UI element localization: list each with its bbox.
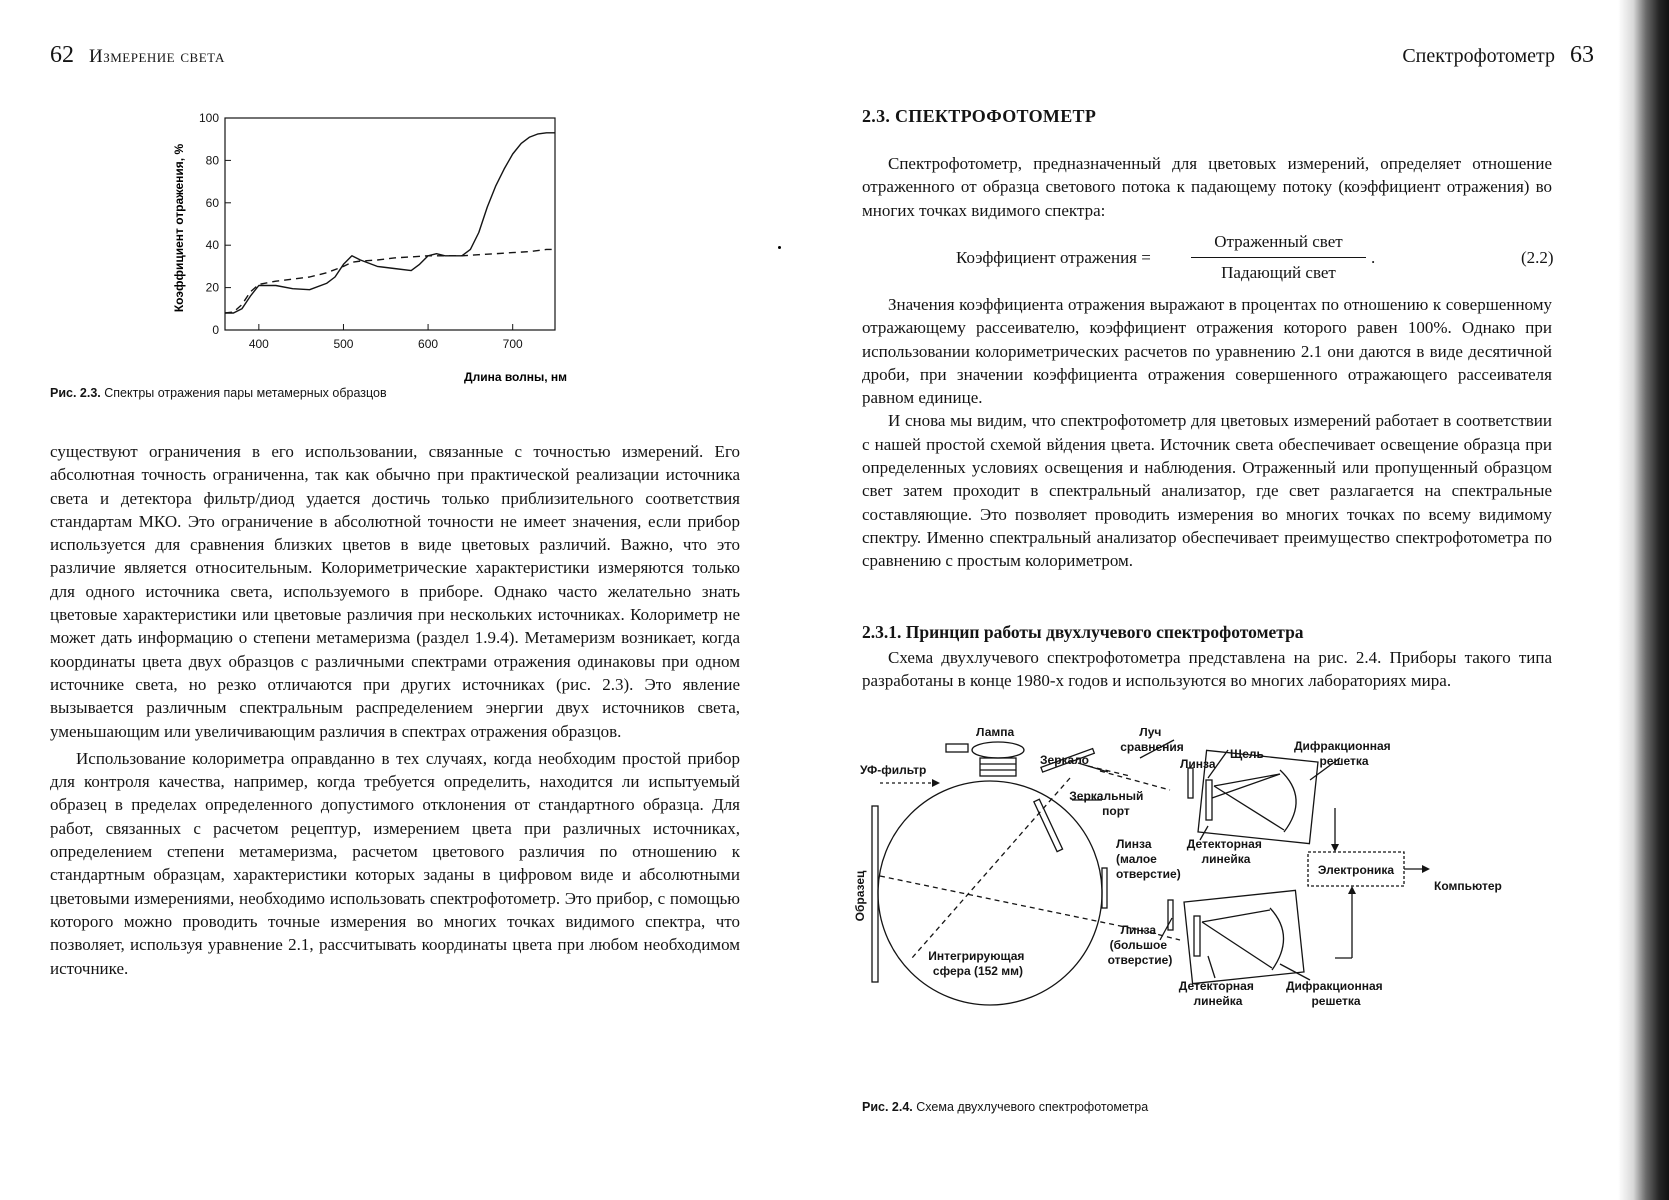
label-grating-top-2: решетка [1319, 754, 1369, 768]
chart-x-label: Длина волны, нм [464, 370, 567, 384]
lens-small [1102, 868, 1107, 908]
paragraph: существуют ограничения в его использовании, связанные с точностью измерений. Его абсолютная точность ограниченна, так как обычно при практической реализации источника света и детектора фильтр/диод удается достичь только приблизительного соответствия стандартам МКО. Это ограничение в абсолютной точности не имеет значения, если прибор используется для сравнения близких цветов в виде цветовых различий. Важно, что это различие является относительным. Колориметрические характеристики измеряются только для одного источника света, используемого в приборе. Однако часто желательно знать цветовые характеристики или цветовые различия при нескольких источниках. Колориметр не может дать информацию о степени метамеризма (раздел 1.9.4). Метамеризм возникает, когда координаты цвета двух образцов с различными спектрами отражения одинаковы при одном источнике света, но резко отличаются при других источниках (рис. 2.3). Это явление вызывается различным спектральным распределением энергии двух источников света, уменьшающим или увеличивающим различия в спектрах отражения образцов. [50, 442, 740, 741]
label-grating-bottom-2: решетка [1311, 994, 1361, 1008]
formula-denominator: Падающий свет [1221, 263, 1336, 282]
paragraph: Схема двухлучевого спектрофотометра представлена на рис. 2.4. Приборы такого типа разработаны в конце 1980-х годов и используются во многих лабораториях мира. [862, 648, 1552, 691]
x-tick-label: 600 [418, 337, 439, 351]
lens-top [1188, 768, 1193, 798]
chart-ticks [199, 111, 523, 351]
caption-text: Схема двухлучевого спектрофотометра [916, 1100, 1149, 1114]
spectrophotometer-diagram [840, 728, 1520, 1078]
intro-text [862, 152, 1552, 222]
label-detector-top [1187, 837, 1265, 866]
caption-text: Спектры отражения пары метамерных образцов [104, 386, 387, 400]
formula-2-2 [956, 232, 1556, 284]
y-tick-label: 80 [205, 153, 219, 168]
x-tick-label: 500 [333, 337, 354, 351]
label-sphere [928, 949, 1028, 978]
y-tick-label: 60 [205, 195, 219, 210]
page-number-right: 63 [1570, 42, 1594, 68]
label-lamp: Лампа [976, 728, 1015, 739]
label-computer: Компьютер [1434, 879, 1502, 893]
label-detector-bottom-1: Детекторная [1178, 979, 1254, 993]
running-head-left [50, 42, 225, 69]
equation-number: (2.2) [1521, 248, 1554, 267]
label-mirror-port-2: порт [1102, 804, 1130, 818]
label-uv-filter: УФ-фильтр [860, 763, 927, 777]
label-mirror-port-1: Зеркальный [1069, 789, 1144, 803]
figure-caption-2-4 [862, 1100, 1148, 1114]
subsection-text [862, 646, 1552, 693]
label-lens-small-1: Линза [1116, 837, 1152, 851]
y-tick-label: 40 [205, 238, 219, 253]
running-head-right [1402, 42, 1594, 69]
right-body-text [862, 293, 1552, 573]
label-detector-bottom-2: линейка [1193, 994, 1243, 1008]
label-electronics: Электроника [1317, 863, 1395, 877]
label-lens-big [1108, 923, 1173, 967]
y-tick-label: 100 [198, 111, 219, 125]
label-ref-beam-1: Луч [1139, 728, 1162, 739]
reflectance-chart [165, 108, 605, 393]
label-lens-big-1: Линза [1120, 923, 1157, 937]
series-line-2 [225, 249, 555, 313]
page-number-left: 62 [50, 42, 74, 68]
label-grating-bottom-1: Дифракционная [1285, 979, 1383, 993]
label-sphere-2: сфера (152 мм) [932, 964, 1024, 978]
label-detector-top-2: линейка [1201, 852, 1251, 866]
label-lens-small-3: отверстие) [1116, 867, 1181, 881]
right-page [790, 0, 1669, 1200]
label-mirror: Зеркало [1040, 753, 1089, 767]
caption-label: Рис. 2.3. [50, 386, 101, 400]
book-spine-shadow [1618, 0, 1669, 1200]
label-sphere-1: Интегрирующая [928, 949, 1025, 963]
top-spectrometer [1198, 750, 1318, 843]
lamp-icon [946, 742, 1024, 776]
formula-numerator: Отраженный свет [1214, 232, 1343, 251]
plot-area [225, 118, 555, 330]
left-body-text [50, 440, 740, 980]
speck [778, 246, 781, 249]
label-lens-top: Линза [1180, 757, 1216, 771]
subsection-heading: 2.3.1. Принцип работы двухлучевого спектрофотометра [862, 622, 1304, 642]
mirror-port [1034, 799, 1063, 851]
label-lens-small-2: (малое [1116, 852, 1157, 866]
label-ref-beam-2: сравнения [1120, 740, 1184, 754]
label-lens-big-3: отверстие) [1107, 953, 1173, 967]
paragraph: Использование колориметра оправданно в тех случаях, когда необходим простой прибор для контроля качества, например, когда требуется определить, находится ли испытуемый образец в пределах определенного допустимого отклонения от стандартного образца. Для работ, связанных с расчетом рецептур, измерением цвета при различных источниках, определением степени метамеризма, расчетом цветового различия по отношению к стандартным образцам, характеристики которых заданы в цифровом виде и абсолютными цветовыми измерениями, необходимо использовать спектрофотометр. Это прибор, с помощью которого можно проводить точные измерения во многих точках видимого спектра, что позволяет, используя уравнение 2.1, рассчитывать координаты цвета при любом необходимом источнике. [50, 748, 740, 978]
fraction-bar [1191, 257, 1366, 258]
chart-frame [225, 118, 555, 330]
lens-big [1168, 900, 1173, 930]
series-line-1 [225, 133, 555, 313]
formula-lhs: Коэффициент отражения = [956, 248, 1151, 267]
x-tick-label: 400 [248, 337, 269, 351]
section-heading: 2.3. СПЕКТРОФОТОМЕТР [862, 106, 1097, 126]
running-title-left: Измерение света [89, 46, 225, 67]
caption-label: Рис. 2.4. [862, 1100, 913, 1114]
label-detector-top-1: Детекторная [1186, 837, 1262, 851]
label-ref-beam [1120, 728, 1184, 754]
left-page [0, 0, 790, 1200]
label-detector-bottom [1179, 979, 1257, 1008]
chart-y-label: Коэффициент отражения, % [172, 143, 186, 313]
label-sample: Образец [853, 870, 867, 922]
sample-plate [872, 806, 878, 982]
bottom-spectrometer [1184, 890, 1304, 983]
paragraph: Спектрофотометр, предназначенный для цветовых измерений, определяет отношение отраженного от образца светового потока к падающему потоку (коэффициент отражения) во многих точках видимого спектра: [862, 154, 1552, 220]
y-tick-label: 0 [212, 323, 219, 337]
formula-trailing: . [1371, 248, 1376, 267]
paragraph: И снова мы видим, что спектрофотометр для цветовых измерений работает в соответствии с нашей простой схемой вйдения цвета. Источник света обеспечивает освещение образца при определенных условиях освещения и наблюдения. Отраженный или пропущенный образцом свет затем проходит в спектральный анализатор, где свет разлагается на спектральные составляющие. Это позволяет проводить измерения во многих точках по всему видимому спектру. Именно спектральный анализатор обеспечивает преимущество спектрофотометра по сравнению с простым колориметром. [862, 411, 1552, 571]
label-mirror-port [1069, 789, 1146, 818]
label-lens-big-2: (большое [1109, 938, 1168, 952]
label-lens-small [1116, 837, 1181, 881]
label-grating-bottom [1286, 979, 1386, 1008]
label-slit: Щель [1230, 747, 1264, 761]
x-tick-label: 700 [502, 337, 523, 351]
chart-series [225, 133, 555, 313]
running-title-right: Спектрофотометр [1402, 45, 1555, 67]
label-grating-top-1: Дифракционная [1293, 739, 1391, 753]
label-grating-top [1294, 739, 1394, 768]
figure-caption-2-3 [50, 386, 387, 400]
paragraph: Значения коэффициента отражения выражают в процентах по отношению к совершенному отражающему рассеивателю, коэффициент отражения которого равен 100%. Однако при использовании колориметрических расчетов по уравнению 2.1 они даются в виде десятичной дроби, при значении коэффициента отражения совершенного отражающего рассеивателя равном единице. [862, 295, 1552, 408]
y-tick-label: 20 [205, 280, 219, 295]
